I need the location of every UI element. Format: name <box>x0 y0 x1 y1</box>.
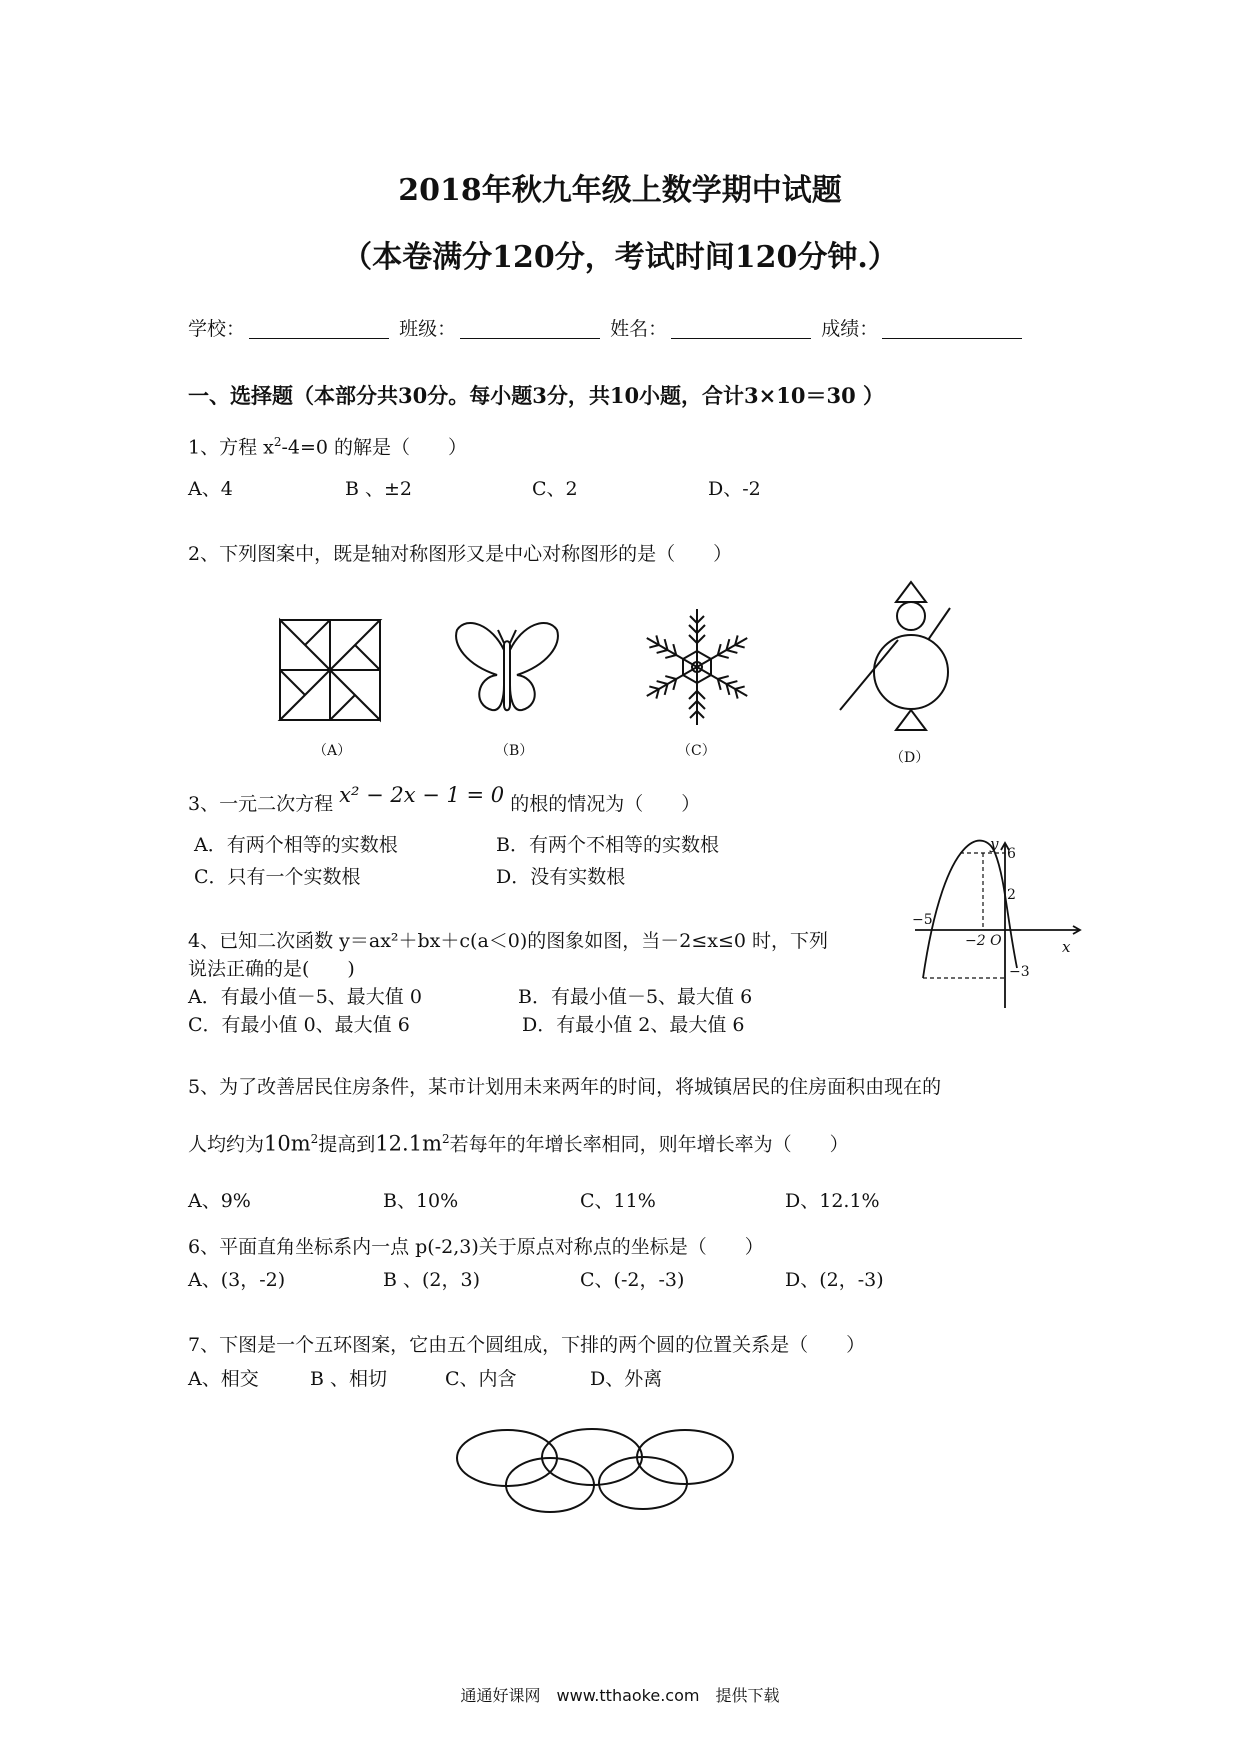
snowman-figure <box>838 580 968 740</box>
equation: x² − 2x − 1 = 0 <box>339 783 505 807</box>
q7-option-d: D、外离 <box>590 1368 663 1390</box>
name-field[interactable] <box>671 320 811 339</box>
graph-tick-neg5: −5 <box>912 912 933 928</box>
q4-option-a: A．有最小值－5、最大值 0 <box>188 986 422 1008</box>
q6-option-b: B 、(2，3) <box>383 1269 481 1291</box>
q3-option-a: A．有两个相等的实数根 <box>194 834 398 856</box>
question-7-stem: 7、下图是一个五环图案，它由五个圆组成，下排的两个圆的位置关系是（ ） <box>188 1334 866 1356</box>
five-rings-figure <box>455 1425 735 1515</box>
score-field[interactable] <box>882 320 1022 339</box>
q5-option-b: B、10% <box>383 1190 459 1212</box>
school-field[interactable] <box>249 320 389 339</box>
q6-option-c: C、(-2，-3) <box>580 1269 685 1291</box>
q3-option-d: D．没有实数根 <box>496 866 626 888</box>
q3-option-c: C．只有一个实数根 <box>194 866 361 888</box>
figure-label-d: （D） <box>890 750 930 766</box>
question-3-stem: 3、一元二次方程 x² − 2x − 1 = 0 的根的情况为（ ） <box>188 783 701 815</box>
graph-tick-6: 6 <box>1007 846 1016 862</box>
graph-y-label: y <box>990 835 999 853</box>
graph-tick-neg3: −3 <box>1009 964 1030 980</box>
q4-option-b: B．有最小值－5、最大值 6 <box>518 986 753 1008</box>
parabola-graph <box>915 838 1095 1013</box>
question-4-line2: 说法正确的是( ) <box>188 958 355 980</box>
class-label: 班级： <box>399 318 457 340</box>
figure-label-a: （A） <box>313 743 352 759</box>
class-field[interactable] <box>460 320 600 339</box>
q5-option-c: C、11% <box>580 1190 656 1212</box>
question-5-line2: 人均约为$10m^2$提高到$12.1m^2$若每年的年增长率相同，则年增长率为（ ） <box>188 1131 849 1156</box>
q7-option-c: C、内含 <box>445 1368 517 1390</box>
page-subtitle: （本卷满分120分，考试时间120分钟.） <box>342 240 898 275</box>
q7-option-a: A、相交 <box>188 1368 259 1390</box>
butterfly-figure <box>452 615 562 730</box>
q4-option-c: C．有最小值 0、最大值 6 <box>188 1014 410 1036</box>
question-4-line1: 4、已知二次函数 y＝ax²＋bx＋c(a＜0)的图象如图，当－2≤x≤0 时，下列 <box>188 930 829 952</box>
q4-option-d: D．有最小值 2、最大值 6 <box>522 1014 745 1036</box>
question-6-stem: 6、平面直角坐标系内一点 p(-2,3)关于原点对称点的坐标是（ ） <box>188 1236 764 1258</box>
q6-option-d: D、(2，-3) <box>785 1269 884 1291</box>
q3-option-b: B．有两个不相等的实数根 <box>496 834 719 856</box>
q1-option-b: B 、±2 <box>345 478 413 500</box>
q1-option-d: D、-2 <box>708 478 761 500</box>
q6-option-a: A、(3，-2) <box>188 1269 286 1291</box>
school-label: 学校： <box>188 318 246 340</box>
graph-tick-2: 2 <box>1007 887 1016 903</box>
question-5-line1: 5、为了改善居民住房条件，某市计划用未来两年的时间，将城镇居民的住房面积由现在的 <box>188 1076 942 1098</box>
q7-option-b: B 、相切 <box>310 1368 388 1390</box>
page-title: 2018年秋九年级上数学期中试题 <box>398 173 842 208</box>
score-label: 成绩： <box>821 318 879 340</box>
snowflake-figure <box>637 605 757 730</box>
q1-option-c: C、2 <box>532 478 578 500</box>
footer-text: 通通好课网 www.tthaoke.com 提供下载 <box>460 1686 780 1705</box>
question-2-stem: 2、下列图案中，既是轴对称图形又是中心对称图形的是（ ） <box>188 543 733 565</box>
graph-tick-neg2-origin: −2 O <box>965 933 1002 949</box>
pinwheel-figure <box>275 615 385 725</box>
figure-label-c: （C） <box>677 743 716 759</box>
q5-option-d: D、12.1% <box>785 1190 880 1212</box>
q1-option-a: A、4 <box>188 478 233 500</box>
question-1-stem: 1、方程 $x^2-4=0$ 的解是（ ） <box>188 435 468 459</box>
name-label: 姓名： <box>610 318 668 340</box>
section-heading: 一、选择题（本部分共30分。每小题3分，共10小题，合计3×10＝30 ） <box>188 383 885 408</box>
graph-x-label: x <box>1062 938 1071 956</box>
q5-option-a: A、9% <box>188 1190 251 1212</box>
figure-label-b: （B） <box>495 743 534 759</box>
info-fields <box>188 320 1026 339</box>
